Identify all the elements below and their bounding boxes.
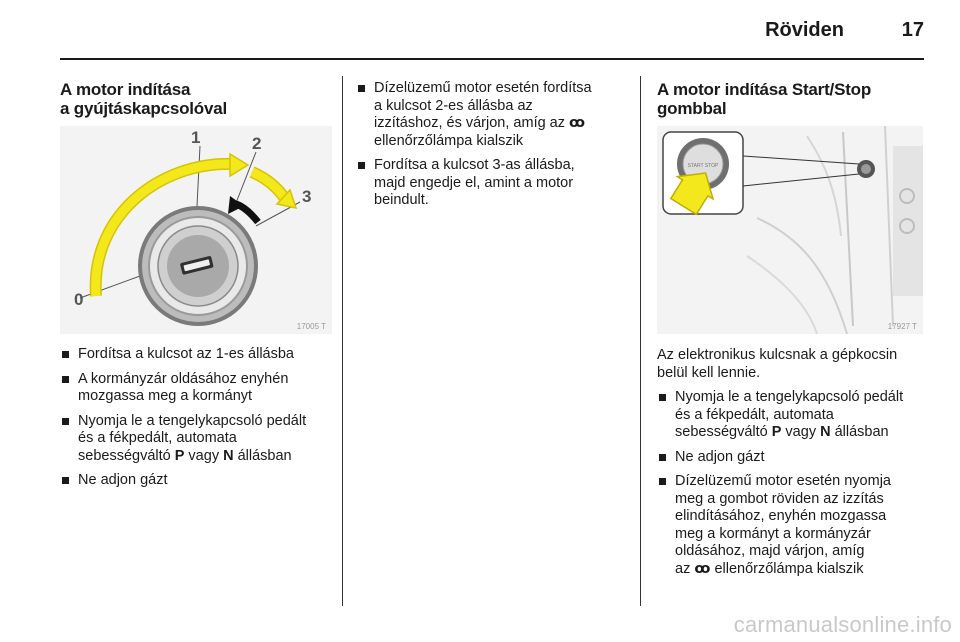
page-header-title: Röviden: [765, 19, 844, 41]
text-fragment: izzításhoz, és várjon, amíg az: [374, 115, 565, 131]
callout-line: [743, 156, 859, 164]
ignition-key-figure: [60, 126, 332, 334]
list-item-text: [374, 115, 634, 133]
list-item-text: Dízelüzemű motor esetén nyomja: [675, 473, 891, 489]
text-fragment: ellenőrzőlámpa kialszik: [714, 560, 864, 577]
section-heading-start-stop: [657, 80, 927, 118]
console-edge: [885, 126, 893, 326]
position-label-0: 0: [74, 290, 84, 309]
list-item-text: és a fékpedált, automata: [78, 430, 237, 446]
gear-n-label: N: [223, 447, 234, 464]
console-edge: [843, 132, 853, 326]
list-item-text: Nyomja le a tengelykapcsoló pedált: [78, 412, 307, 429]
spring-return-arrow-head: [228, 196, 244, 214]
text-fragment: sebességváltó: [78, 447, 175, 464]
list-item: [657, 389, 941, 442]
list-item: [60, 346, 338, 364]
steering-column-contour: [807, 136, 841, 236]
list-item-text: meg a kormányt a kormányzár: [675, 525, 871, 542]
text-fragment: állásban: [233, 447, 292, 464]
gear-p-label: P: [771, 424, 782, 440]
watermark: carmanualsonline.info: [733, 612, 952, 637]
figure-code: 17927 T: [887, 322, 917, 331]
gear-n-label: N: [820, 424, 831, 440]
diesel-steps-list: [356, 80, 634, 217]
intro-paragraph: [657, 347, 937, 382]
ignition-steps-list: [60, 346, 338, 497]
dashboard-diagram: [657, 126, 923, 334]
list-item-text: Fordítsa a kulcsot az 1-es állásba: [78, 346, 294, 362]
list-item-text: Fordítsa a kulcsot 3-as állásba,: [374, 157, 575, 173]
list-item-text: [675, 424, 941, 442]
list-item: [657, 449, 941, 467]
dashboard-contour: [757, 218, 847, 334]
list-item: [356, 157, 634, 210]
ignition-diagram: [60, 126, 332, 334]
column-divider-left: [342, 76, 343, 606]
start-stop-figure: [657, 126, 923, 334]
list-item-text: beindult.: [374, 192, 429, 208]
paragraph-line: Az elektronikus kulcsnak a gépkocsin: [657, 347, 898, 363]
list-item-text: Ne adjon gázt: [78, 472, 168, 488]
list-item: [657, 473, 941, 578]
list-item-text: elindításához, enyhén mozgassa: [675, 508, 887, 524]
start-stop-steps-list: [657, 389, 941, 585]
list-item-text: és a fékpedált, automata: [675, 406, 834, 423]
page-number: 17: [901, 19, 924, 41]
list-item: [60, 371, 338, 406]
glow-plug-icon: ꝏ: [694, 560, 711, 577]
text-fragment: vagy: [781, 424, 821, 440]
heading-line: A motor indítása: [60, 80, 191, 99]
position-label-3: 3: [302, 187, 312, 206]
list-item-text: oldásához, majd várjon, amíg: [675, 543, 865, 559]
heading-line: A motor indítása Start/Stop: [657, 80, 872, 99]
list-item-text: ellenőrzőlámpa kialszik: [374, 132, 524, 149]
callout-line: [743, 174, 859, 186]
column-divider-right: [640, 76, 641, 606]
position-label-1: 1: [191, 128, 201, 147]
paragraph-line: belül kell lennie.: [657, 364, 761, 381]
text-fragment: vagy: [184, 447, 224, 464]
dashboard-contour: [747, 256, 817, 334]
gear-p-label: P: [174, 447, 185, 464]
list-item-text: [675, 561, 941, 579]
list-item-text: meg a gombot röviden az izzítás: [675, 490, 884, 507]
heading-line: gombbal: [657, 99, 727, 118]
rotation-arrow-head: [230, 154, 248, 176]
list-item-text: [78, 448, 338, 466]
list-item-text: Nyomja le a tengelykapcsoló pedált: [675, 389, 904, 405]
list-item: [60, 413, 338, 466]
section-heading-ignition: [60, 80, 330, 118]
center-console: [893, 146, 923, 296]
list-item-text: Ne adjon gázt: [675, 448, 765, 465]
glow-plug-icon: ꝏ: [569, 115, 586, 131]
position-label-2: 2: [252, 134, 262, 153]
start-button-label: START STOP: [687, 163, 719, 169]
list-item-text: A kormányzár oldásához enyhén: [78, 370, 289, 387]
tick-line-0: [80, 276, 140, 298]
list-item: [356, 80, 634, 150]
text-fragment: állásban: [830, 424, 889, 440]
tick-line-1: [197, 146, 200, 206]
dash-start-button-face: [861, 164, 871, 174]
list-item-text: majd engedje el, amint a motor: [374, 174, 574, 191]
list-item-text: a kulcsot 2-es állásba az: [374, 97, 533, 114]
text-fragment: az: [675, 560, 691, 577]
text-fragment: sebességváltó: [675, 424, 772, 440]
heading-line: a gyújtáskapcsolóval: [60, 99, 228, 118]
list-item: [60, 472, 338, 490]
header-rule: [60, 58, 924, 60]
figure-code: 17005 T: [296, 322, 326, 331]
list-item-text: mozgassa meg a kormányt: [78, 388, 253, 404]
list-item-text: Dízelüzemű motor esetén fordítsa: [374, 80, 592, 96]
